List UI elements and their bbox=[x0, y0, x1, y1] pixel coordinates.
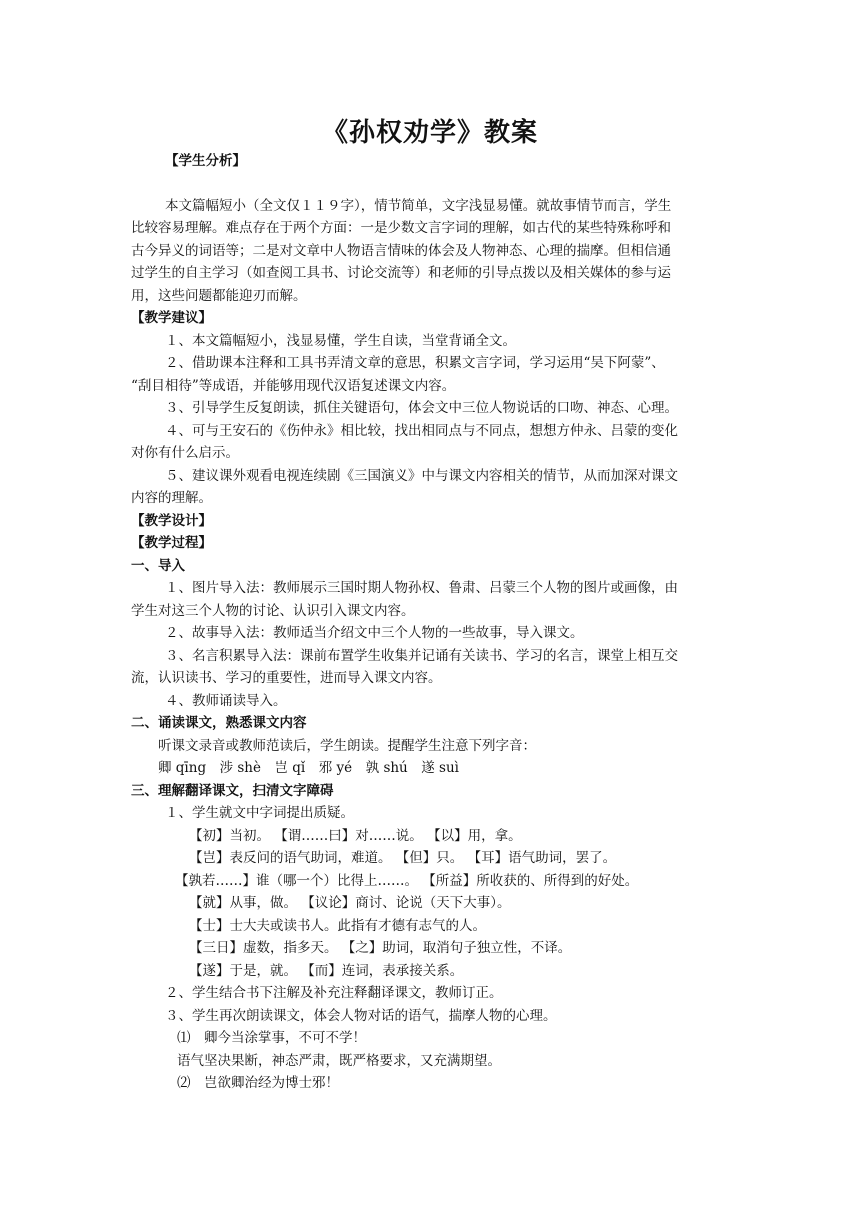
quote-line: ⑴ 卿今当涂掌事，不可不学！ bbox=[177, 1030, 366, 1046]
paragraph-line: 听课文录音或教师范读后，学生朗读。提醒学生注意下列字音： bbox=[158, 737, 536, 754]
paragraph-line: 古今异义的词语等；二是对文章中人物语言情味的体会及人物神态、心理的揣摩。但相信通 bbox=[131, 242, 671, 259]
pronunciation-line: 卿 qīng 涉 shè 岂 qǐ 邪 yé 孰 shú 遂 suì bbox=[158, 760, 459, 776]
paragraph-line: ２、故事导入法：教师适当介绍文中三个人物的一些故事，导入课文。 bbox=[165, 625, 584, 641]
paragraph-line: 过学生的自主学习（如查阅工具书、讨论交流等）和老师的引导点拨以及相关媒体的参与运 bbox=[131, 265, 671, 281]
heading-teaching-suggestions: 【教学建议】 bbox=[131, 310, 212, 326]
paragraph-line: 内容的理解。 bbox=[131, 490, 212, 506]
paragraph-line: ３、学生再次朗读课文，体会人物对话的语气，揣摩人物的心理。 bbox=[165, 1007, 557, 1024]
paragraph-line: １、学生就文中字词提出质疑。 bbox=[165, 805, 354, 821]
paragraph-line: 学生对这三个人物的讨论、认识引入课文内容。 bbox=[131, 602, 415, 619]
paragraph-line: ４、教师诵读导入。 bbox=[165, 692, 287, 709]
paragraph-line: 流，认识读书、学习的重要性，进而导入课文内容。 bbox=[131, 670, 442, 686]
glossary-line: 【孰若……】谁（哪一个）比得上……。 【所益】所收获的、所得到的好处。 bbox=[175, 872, 639, 889]
paragraph-line: ２、借助课本注释和工具书弄清文章的意思，积累文言字词，学习运用“吴下阿蒙”、 bbox=[165, 355, 665, 371]
paragraph-line: 用，这些问题都能迎刃而解。 bbox=[131, 287, 307, 304]
paragraph-line: 对你有什么启示。 bbox=[131, 445, 239, 461]
glossary-line: 【初】当初。 【谓……曰】对……说。 【以】用，拿。 bbox=[189, 827, 522, 844]
section-heading-1: 一、导入 bbox=[131, 557, 185, 574]
document-body bbox=[131, 150, 731, 1095]
heading-teaching-design: 【教学设计】 bbox=[131, 512, 212, 529]
section-heading-2: 二、诵读课文，熟悉课文内容 bbox=[131, 715, 307, 731]
paragraph-line: 比较容易理解。难点存在于两个方面：一是少数文言字词的理解，如古代的某些特殊称呼和 bbox=[131, 220, 671, 236]
paragraph-line: １、本文篇幅短小，浅显易懂，学生自读，当堂背诵全文。 bbox=[165, 332, 516, 349]
paragraph-line: 本文篇幅短小（全文仅１１９字），情节简单，文字浅显易懂。就故事情节而言，学生 bbox=[165, 197, 672, 214]
glossary-line: 【岂】表反问的语气助词，难道。 【但】只。 【耳】语气助词，罢了。 bbox=[189, 850, 617, 866]
section-heading-3: 三、理解翻译课文，扫清文字障碍 bbox=[131, 782, 334, 799]
quote-line: ⑵ 岂欲卿治经为博士邪！ bbox=[177, 1075, 339, 1091]
glossary-line: 【就】从事，做。 【议论】商讨、论说（天下大事）。 bbox=[189, 895, 511, 911]
paragraph-line: ３、引导学生反复朗读，抓住关键语句，体会文中三位人物说话的口吻、神态、心理。 bbox=[165, 400, 678, 416]
page-title: 《孙权劝学》教案 bbox=[321, 118, 538, 148]
heading-teaching-process: 【教学过程】 bbox=[131, 535, 212, 551]
paragraph-line: ３、名言积累导入法：课前布置学生收集并记诵有关读书、学习的名言，课堂上相互交 bbox=[165, 647, 678, 664]
paragraph-line: ５、建议课外观看电视连续剧《三国演义》中与课文内容相关的情节，从而加深对课文 bbox=[165, 467, 678, 484]
paragraph-line: ４、可与王安石的《伤仲永》相比较，找出相同点与不同点，想想方仲永、吕蒙的变化 bbox=[165, 422, 678, 439]
glossary-line: 【士】士大夫或读书人。此指有才德有志气的人。 bbox=[189, 917, 486, 934]
paragraph-line: 语气坚决果断，神态严肃，既严格要求，又充满期望。 bbox=[177, 1052, 501, 1069]
heading-student-analysis: 【学生分析】 bbox=[165, 153, 246, 169]
glossary-line: 【三日】虚数，指多天。 【之】助词，取消句子独立性，不译。 bbox=[189, 940, 572, 956]
paragraph-line: １、图片导入法：教师展示三国时期人物孙权、鲁肃、吕蒙三个人物的图片或画像，由 bbox=[165, 580, 678, 596]
paragraph-line: “刮目相待”等成语，并能够用现代汉语复述课文内容。 bbox=[131, 377, 456, 394]
paragraph-line: ２、学生结合书下注解及补充注释翻译课文，教师订正。 bbox=[165, 985, 503, 1001]
glossary-line: 【遂】于是，就。 【而】连词，表承接关系。 bbox=[189, 962, 464, 979]
